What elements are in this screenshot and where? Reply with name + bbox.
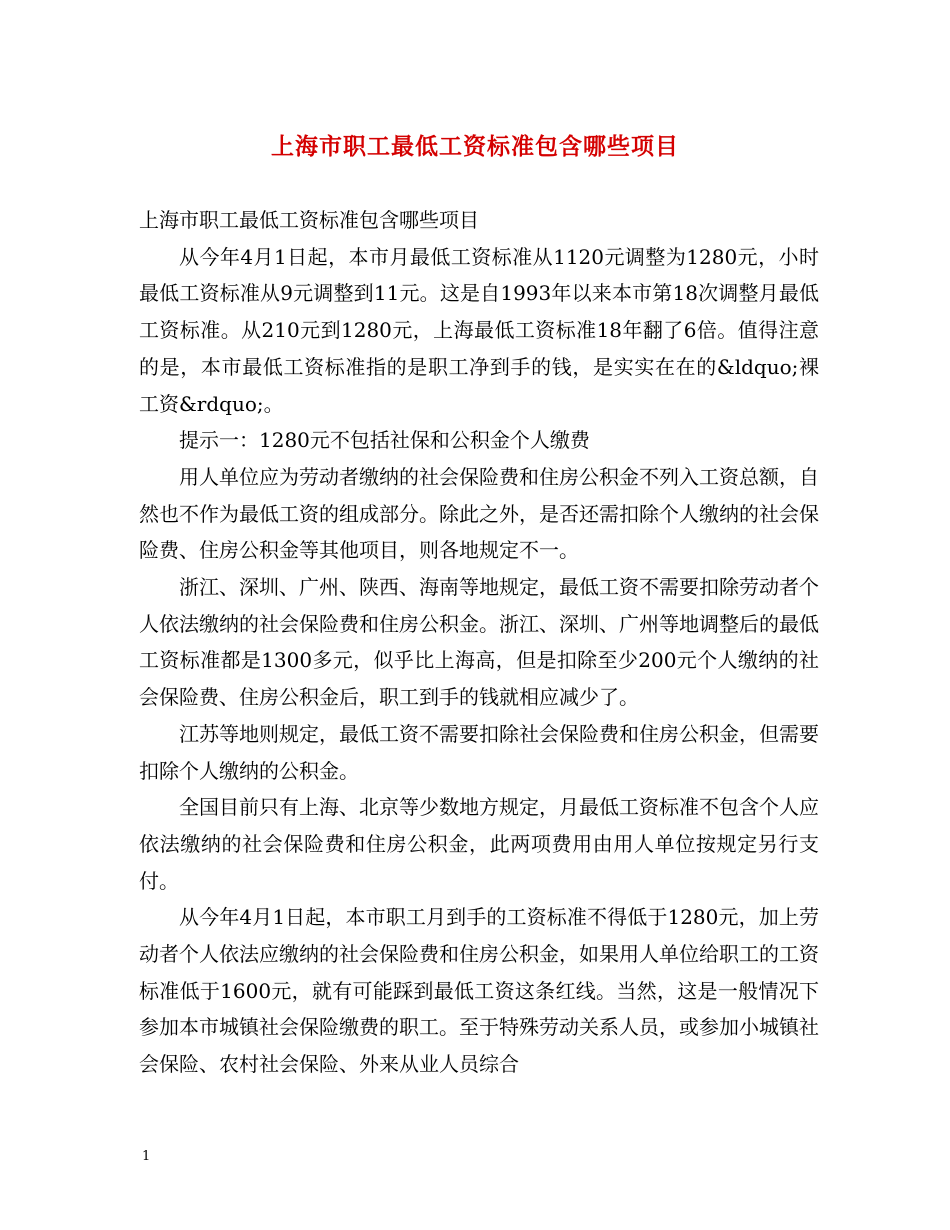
document-title: 上海市职工最低工资标准包含哪些项目	[271, 133, 679, 160]
document-subtitle: 上海市职工最低工资标准包含哪些项目	[139, 208, 479, 232]
paragraph-2: 用人单位应为劳动者缴纳的社会保险费和住房公积金不列入工资总额，自然也不作为最低工资的组成部分。除此之外，是否还需扣除个人缴纳的社会保险费、住房公积金等其他项目，则各地规定不一。	[139, 464, 819, 563]
paragraph-4: 江苏等地则规定，最低工资不需要扣除社会保险费和住房公积金，但需要扣除个人缴纳的公积金。	[139, 721, 819, 783]
paragraph-3: 浙江、深圳、广州、陕西、海南等地规定，最低工资不需要扣除劳动者个人依法缴纳的社会保险费和住房公积金。浙江、深圳、广州等地调整后的最低工资标准都是1300多元，似乎比上海高，但是扣除至少200元个人缴纳的社会保险费、住房公积金后，职工到手的钱就相应减少了。	[139, 575, 819, 710]
paragraph-tip-heading: 提示一：1280元不包括社保和公积金个人缴费	[179, 428, 590, 453]
paragraph-6: 从今年4月1日起，本市职工月到手的工资标准不得低于1280元，加上劳动者个人依法应缴纳的社会保险费和住房公积金，如果用人单位给职工的工资标准低于1600元，就有可能踩到最低工资这条红线。当然，这是一般情况下参加本市城镇社会保险缴费的职工。至于特殊劳动关系人员，或参加小城镇社会保险、农村社会保险、外来从业人员综合	[139, 905, 819, 1077]
document-body	[139, 202, 819, 1083]
paragraph-1: 从今年4月1日起，本市月最低工资标准从1120元调整为1280元，小时最低工资标准从9元调整到11元。这是自1993年以来本市第18次调整月最低工资标准。从210元到1280元，上海最低工资标准18年翻了6倍。值得注意的是，本市最低工资标准指的是职工净到手的钱，是实实在在的&ldquo;裸工资&rdquo;。	[139, 244, 819, 416]
paragraph-5: 全国目前只有上海、北京等少数地方规定，月最低工资标准不包含个人应依法缴纳的社会保险费和住房公积金，此两项费用由用人单位按规定另行支付。	[139, 795, 819, 893]
page-number: 1	[142, 1149, 151, 1164]
